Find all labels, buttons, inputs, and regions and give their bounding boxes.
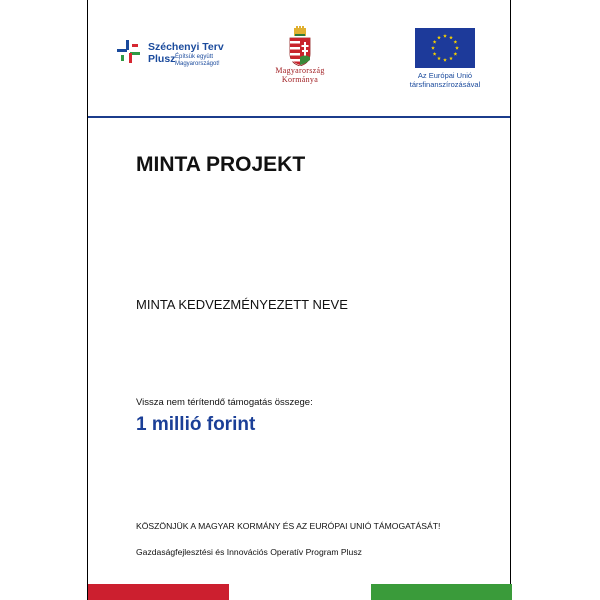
eu-flag-icon [415,28,475,68]
project-title: MINTA PROJEKT [136,153,306,176]
government-line-2: Kormánya [281,75,319,84]
slogan-line-2: Magyarországot! [175,61,220,67]
government-line-1: Magyarország [275,66,325,75]
support-label: Vissza nem térítendő támogatás összege: [136,397,313,408]
tricolor-white [229,584,371,600]
support-amount: 1 millió forint [136,414,256,435]
tricolor-red [88,584,229,600]
tricolor-bar [88,584,510,600]
szechenyi-title: Széchenyi Terv [148,41,224,53]
beneficiary-name: MINTA KEDVEZMÉNYEZETT NEVE [136,297,348,312]
slogan-line-1: Építsük együtt [175,54,214,60]
program-name: Gazdaságfejlesztési és Innovációs Operatív Program Plusz [136,547,362,557]
szechenyi-terv-logo [115,36,235,86]
coat-of-arms-icon [287,26,313,66]
eu-text-line-2: társfinanszírozásával [409,80,481,89]
eu-logo [390,28,500,98]
eu-text [390,71,500,89]
poster-board [87,0,511,600]
logo-header [88,0,510,117]
eu-text-line-1: Az Európai Unió [417,71,473,80]
szechenyi-title-plusz: Plusz [148,53,176,65]
tricolor-green [371,584,512,600]
hungarian-government-logo [260,26,340,96]
szechenyi-slogan [175,54,220,68]
header-divider [88,116,510,118]
szechenyi-cross-icon [115,38,143,66]
thanks-line: KÖSZÖNJÜK A MAGYAR KORMÁNY ÉS AZ EURÓPAI UNIÓ TÁMOGATÁSÁT! [136,521,441,531]
